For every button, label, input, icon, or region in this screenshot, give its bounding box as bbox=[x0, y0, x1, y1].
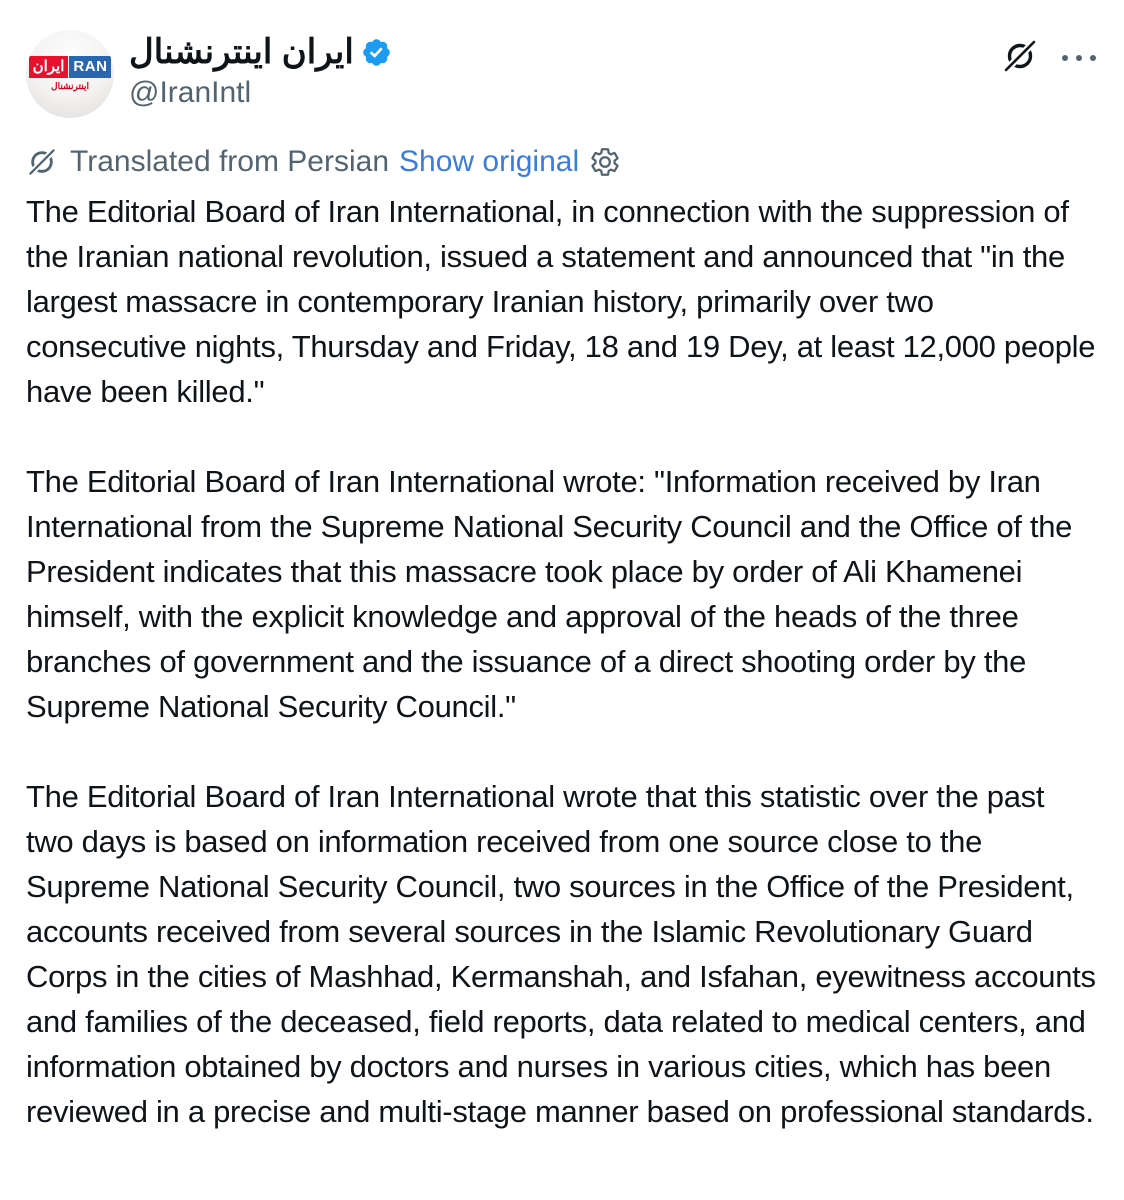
header-actions bbox=[1002, 30, 1096, 77]
translated-from-label: Translated from Persian bbox=[70, 145, 390, 178]
display-name: ایران اینترنشنال bbox=[129, 33, 354, 71]
avatar-logo-red-box: ایران bbox=[29, 56, 69, 78]
user-handle[interactable]: @IranIntl bbox=[129, 76, 252, 109]
verified-badge-icon bbox=[361, 37, 392, 68]
grok-translate-icon bbox=[26, 146, 58, 178]
show-original-link[interactable]: Show original bbox=[399, 145, 580, 178]
avatar-logo-blue-box: RAN bbox=[69, 56, 111, 78]
tweet-paragraph: The Editorial Board of Iran International wrote that this statistic over the past two days is based on information received from one source close to the Supreme National Security Council, two sources in the Office of the President, accounts received from several sources in the Islamic Revolutionary Guard Corps in the cities of Mashhad, Kermanshah, and Isfahan, eyewitness accounts and families of the deceased, field reports, data related to medical centers, and information obtained by doctors and nurses in various cities, which has been reviewed in a precise and multi-stage manner based on professional standards. bbox=[26, 779, 1096, 1129]
tweet-paragraph: The Editorial Board of Iran International, in connection with the suppression of the Iranian national revolution, issued a statement and announced that "in the largest massacre in contemporary Iranian history, primarily over two consecutive nights, Thursday and Friday, 18 and 19 Dey, at least 12,000 people have been killed." bbox=[26, 194, 1096, 409]
user-names bbox=[129, 30, 392, 110]
translation-bar bbox=[26, 144, 1096, 180]
more-button[interactable] bbox=[1062, 55, 1096, 61]
tweet-text bbox=[26, 189, 1096, 1134]
display-name-row[interactable] bbox=[129, 32, 392, 72]
avatar[interactable] bbox=[26, 30, 114, 118]
avatar-logo-subtitle: اینترنشنال bbox=[51, 81, 89, 91]
ellipsis-icon bbox=[1062, 55, 1096, 61]
avatar-logo bbox=[29, 56, 112, 78]
tweet-paragraph: The Editorial Board of Iran International wrote: "Information received by Iran International from the Supreme National Security Council and the Office of the President indicates that this massacre took place by order of Ali Khamenei himself, with the explicit knowledge and approval of the heads of the three branches of government and the issuance of a direct shooting order by the Supreme National Security Council." bbox=[26, 464, 1073, 724]
settings-gear-icon[interactable] bbox=[589, 146, 621, 178]
tweet-header bbox=[26, 30, 1096, 118]
grok-icon bbox=[1002, 38, 1038, 77]
grok-actions-button[interactable] bbox=[1002, 38, 1038, 77]
